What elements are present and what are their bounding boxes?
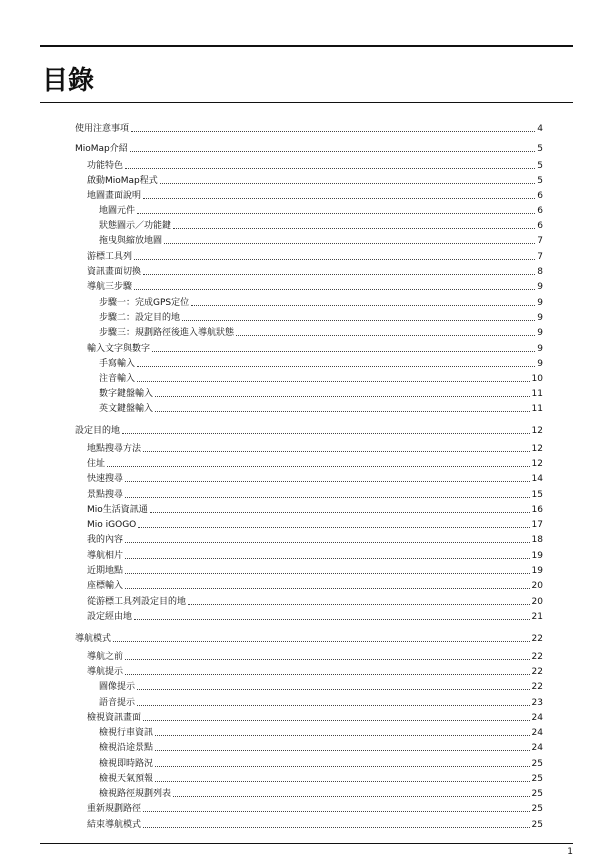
toc-entry-title: 我的內容 [87,535,124,545]
toc-entry-title: 檢視沿途景點 [99,743,154,753]
toc-entry[interactable] [87,188,543,202]
toc-entry[interactable] [87,801,543,815]
toc-entry-page: 24 [531,743,543,753]
toc-entry[interactable] [75,141,543,155]
toc-entry[interactable] [99,679,543,693]
toc-entry-title: 地點搜尋方法 [87,444,142,454]
toc-entry-title: 座標輸入 [87,581,124,591]
toc-entry-title: 資訊畫面切換 [87,267,142,277]
toc-entry-page: 25 [531,759,543,769]
toc-entry-page: 6 [537,206,543,216]
toc-entry-title: 數字鍵盤輸入 [99,389,154,399]
toc-leader-dots [155,781,530,782]
toc-entry-title: 導航相片 [87,551,124,561]
toc-entry[interactable] [87,563,543,577]
toc-leader-dots [143,451,530,452]
toc-entry-page: 18 [531,535,543,545]
toc-entry-page: 19 [531,551,543,561]
toc-entry-title: 注音輸入 [99,374,136,384]
toc-entry-page: 5 [537,161,543,171]
toc-leader-dots [113,641,530,642]
toc-entry-page: 9 [537,344,543,354]
toc-entry-page: 12 [531,444,543,454]
toc-leader-dots [134,289,535,290]
toc-leader-dots [130,151,536,152]
toc-leader-dots [143,720,530,721]
toc-entry-title: Mio iGOGO [87,520,137,530]
toc-entry-page: 23 [531,698,543,708]
toc-entry[interactable] [87,817,543,831]
toc-entry-page: 9 [537,328,543,338]
toc-leader-dots [107,466,530,467]
toc-entry-title: 步驟二：設定目的地 [99,313,181,323]
toc-entry-title: 導航模式 [75,634,112,644]
toc-entry[interactable] [99,386,543,400]
toc-leader-dots [137,366,535,367]
toc-leader-dots [150,512,530,513]
toc-entry-page: 24 [531,713,543,723]
top-rule [40,45,573,47]
toc-entry-page: 7 [537,252,543,262]
toc-entry[interactable] [99,756,543,770]
toc-entry[interactable] [99,771,543,785]
toc-entry-page: 7 [537,236,543,246]
toc-leader-dots [125,573,530,574]
toc-entry-page: 14 [531,474,543,484]
toc-entry-title: 狀態圖示／功能鍵 [99,221,172,231]
toc-entry-title: 游標工具列 [87,252,133,262]
toc-entry[interactable] [87,158,543,172]
bottom-rule [40,843,573,844]
toc-leader-dots [125,168,535,169]
toc-entry-title: 設定目的地 [75,426,121,436]
toc-entry[interactable] [87,471,543,485]
toc-entry[interactable] [87,594,543,608]
toc-entry-title: 地圖元件 [99,206,136,216]
toc-entry-title: 圖像提示 [99,682,136,692]
toc-entry-title: 景點搜尋 [87,490,124,500]
toc-leader-dots [155,396,530,397]
toc-entry-page: 25 [531,774,543,784]
toc-entry[interactable] [99,371,543,385]
toc-leader-dots [137,689,530,690]
toc-leader-dots [155,735,530,736]
toc-entry-page: 22 [531,667,543,677]
toc-entry-title: 檢視路徑規劃列表 [99,789,172,799]
toc-leader-dots [131,131,535,132]
toc-entry-page: 24 [531,728,543,738]
toc-entry-page: 8 [537,267,543,277]
toc-entry[interactable] [87,548,543,562]
toc-entry-title: 地圖畫面說明 [87,191,142,201]
toc-entry-title: 住址 [87,459,106,469]
toc-entry-page: 11 [531,404,543,414]
toc-entry-page: 12 [531,459,543,469]
toc-entry-page: 6 [537,221,543,231]
toc-entry-title: 英文鍵盤輸入 [99,404,154,414]
toc-entry-title: 重新規劃路徑 [87,804,142,814]
toc-entry-page: 20 [531,581,543,591]
toc-entry-title: 導航提示 [87,667,124,677]
toc-leader-dots [137,213,535,214]
toc-leader-dots [155,411,530,412]
toc-entry-title: 近期地點 [87,566,124,576]
toc-entry-page: 6 [537,191,543,201]
toc-entry-page: 25 [531,789,543,799]
toc-entry[interactable] [87,664,543,678]
toc-entry-page: 4 [537,124,543,134]
toc-entry-page: 11 [531,389,543,399]
toc-entry-title: 步驟一：完成GPS定位 [99,298,190,308]
toc-entry-title: 手寫輸入 [99,359,136,369]
toc-entry[interactable] [99,295,543,309]
toc-entry[interactable] [99,695,543,709]
toc-leader-dots [134,619,530,620]
toc-entry-page: 16 [531,505,543,515]
toc-entry[interactable] [99,218,543,232]
toc-entry-title: Mio生活資訊通 [87,505,148,515]
toc-leader-dots [134,259,535,260]
toc-leader-dots [173,228,535,229]
toc-entry-title: 輸入文字與數字 [87,344,151,354]
toc-entry-page: 21 [531,612,543,622]
toc-leader-dots [125,588,530,589]
toc-leader-dots [143,274,535,275]
toc-entry-title: 結束導航模式 [87,820,142,830]
toc-entry-title: 語音提示 [99,698,136,708]
toc-entry[interactable] [87,456,543,470]
toc-entry-title: 啟動MioMap程式 [87,176,158,186]
toc-entry-page: 9 [537,313,543,323]
toc-entry-page: 10 [531,374,543,384]
toc-entry[interactable] [87,279,543,293]
toc-entry-title: 導航之前 [87,652,124,662]
toc-entry-title: 導航三步驟 [87,282,133,292]
toc-entry-title: 步驟三：規劃路徑後進入導航狀態 [99,328,235,338]
toc-leader-dots [164,243,535,244]
toc-leader-dots [143,827,530,828]
toc-leader-dots [152,351,535,352]
toc-entry[interactable] [87,578,543,592]
title-rule [40,102,573,103]
toc-entry-page: 22 [531,652,543,662]
toc-entry-title: MioMap介紹 [75,144,128,154]
toc-leader-dots [173,796,530,797]
toc-entry-title: 檢視資訊畫面 [87,713,142,723]
toc-entry[interactable] [99,233,543,247]
toc-entry-title: 功能特色 [87,161,124,171]
toc-leader-dots [236,335,535,336]
toc-leader-dots [137,705,530,706]
toc-entry[interactable] [75,631,543,645]
toc-leader-dots [125,481,530,482]
toc-entry[interactable] [87,487,543,501]
toc-entry[interactable] [87,264,543,278]
toc-entry[interactable] [87,532,543,546]
toc-entry[interactable] [99,786,543,800]
toc-entry-title: 設定經由地 [87,612,133,622]
toc-entry[interactable] [87,502,543,516]
toc-entry-title: 檢視即時路況 [99,759,154,769]
toc-leader-dots [155,750,530,751]
toc-entry-title: 快速搜尋 [87,474,124,484]
toc-entry[interactable] [99,325,543,339]
toc-entry[interactable] [87,609,543,623]
toc-entry-page: 25 [531,804,543,814]
toc-entry[interactable] [99,310,543,324]
toc-entry-page: 15 [531,490,543,500]
toc-leader-dots [125,659,530,660]
toc-entry[interactable] [99,401,543,415]
toc-entry-page: 9 [537,359,543,369]
toc-entry[interactable] [99,356,543,370]
toc-entry[interactable] [87,249,543,263]
page-title: 目錄 [42,66,95,96]
toc-entry-page: 12 [531,426,543,436]
toc-entry[interactable] [99,740,543,754]
toc-entry-page: 22 [531,682,543,692]
toc-entry[interactable] [87,341,543,355]
toc-leader-dots [191,305,535,306]
toc-entry-page: 9 [537,282,543,292]
toc-entry-page: 22 [531,634,543,644]
toc-entry-title: 拖曳與縮放地圖 [99,236,163,246]
toc-leader-dots [137,381,530,382]
toc-entry[interactable] [75,121,543,135]
toc-entry[interactable] [87,173,543,187]
toc-entry[interactable] [87,517,543,531]
toc-entry-title: 使用注意事項 [75,124,130,134]
toc-entry[interactable] [75,423,543,437]
toc-leader-dots [143,198,535,199]
toc-leader-dots [138,527,529,528]
toc-leader-dots [160,183,536,184]
toc-leader-dots [155,766,530,767]
toc-entry-page: 5 [537,176,543,186]
toc-leader-dots [182,320,535,321]
toc-entry[interactable] [99,203,543,217]
toc-entry[interactable] [87,441,543,455]
toc-entry-page: 25 [531,820,543,830]
page-number: 1 [567,847,573,857]
toc-entry[interactable] [87,710,543,724]
toc-entry-page: 17 [531,520,543,530]
toc-leader-dots [143,811,530,812]
toc-leader-dots [122,433,530,434]
toc-entry-page: 20 [531,597,543,607]
toc-entry-page: 5 [537,144,543,154]
toc-leader-dots [125,674,530,675]
toc-leader-dots [125,542,530,543]
toc-entry-title: 從游標工具列設定目的地 [87,597,187,607]
toc-leader-dots [125,558,530,559]
toc-leader-dots [125,497,530,498]
toc-entry-title: 檢視天氣預報 [99,774,154,784]
toc-entry[interactable] [87,649,543,663]
toc-entry-title: 檢視行車資訊 [99,728,154,738]
toc-entry-page: 9 [537,298,543,308]
toc-entry-page: 19 [531,566,543,576]
toc-entry[interactable] [99,725,543,739]
toc-leader-dots [188,604,530,605]
